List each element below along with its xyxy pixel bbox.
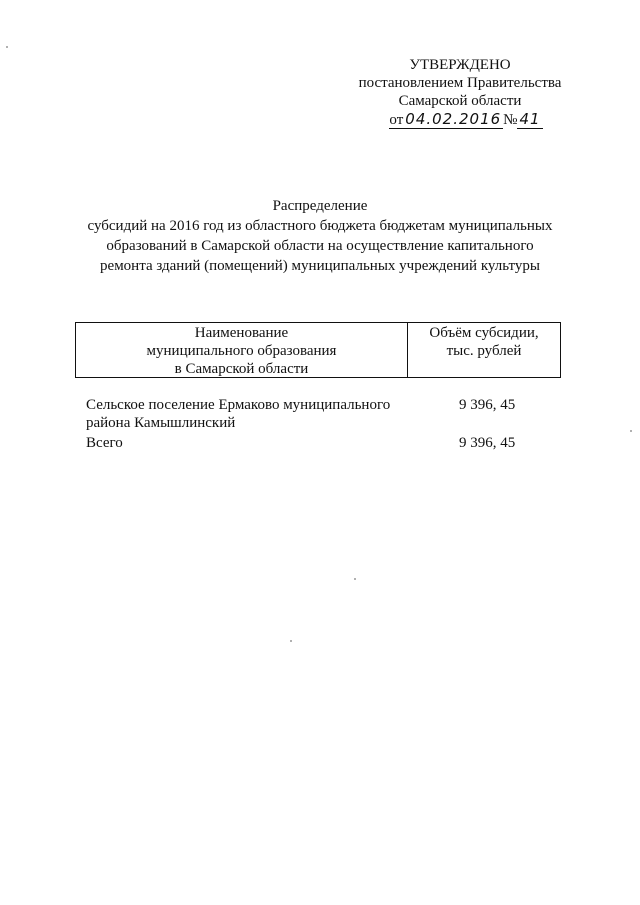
header-sum-line-1: Объём субсидии, — [429, 325, 539, 341]
header-name-line-3: в Самарской области — [174, 361, 309, 377]
header-sum-column — [408, 323, 560, 377]
total-label: Всего — [86, 435, 123, 451]
approval-heading: УТВЕРЖДЕНО — [409, 57, 511, 73]
handwritten-number: 41 — [519, 110, 541, 128]
header-sum-line-2: тыс. рублей — [446, 343, 522, 359]
title-line-4: ремонта зданий (помещений) муниципальных учреждений культуры — [100, 258, 540, 274]
row-municipality-name — [86, 396, 416, 432]
table-header — [75, 322, 561, 378]
header-name-column — [76, 323, 408, 377]
approval-stamp-block — [340, 56, 580, 129]
row-amount: 9 396, 45 — [459, 397, 516, 413]
row-name-line-1: Сельское поселение Ермаково муниципального — [86, 397, 391, 413]
number-prefix: № — [503, 112, 518, 128]
row-name-line-2: района Камышлинский — [86, 415, 236, 431]
title-line-1: Распределение — [272, 198, 368, 214]
date-prefix: от — [389, 112, 404, 128]
total-amount: 9 396, 45 — [459, 435, 516, 451]
title-line-3: образований в Самарской области на осуществление капитального — [106, 238, 534, 254]
approval-region: Самарской области — [398, 93, 522, 109]
header-name-line-1: Наименование — [194, 325, 289, 341]
approval-authority: постановлением Правительства — [358, 75, 562, 91]
header-name-line-2: муниципального образования — [146, 343, 337, 359]
title-line-2: субсидий на 2016 год из областного бюджета бюджетам муниципальных — [87, 218, 553, 234]
approval-reference — [346, 110, 586, 129]
handwritten-date: 04.02.2016 — [405, 110, 502, 128]
document-title — [60, 196, 580, 276]
